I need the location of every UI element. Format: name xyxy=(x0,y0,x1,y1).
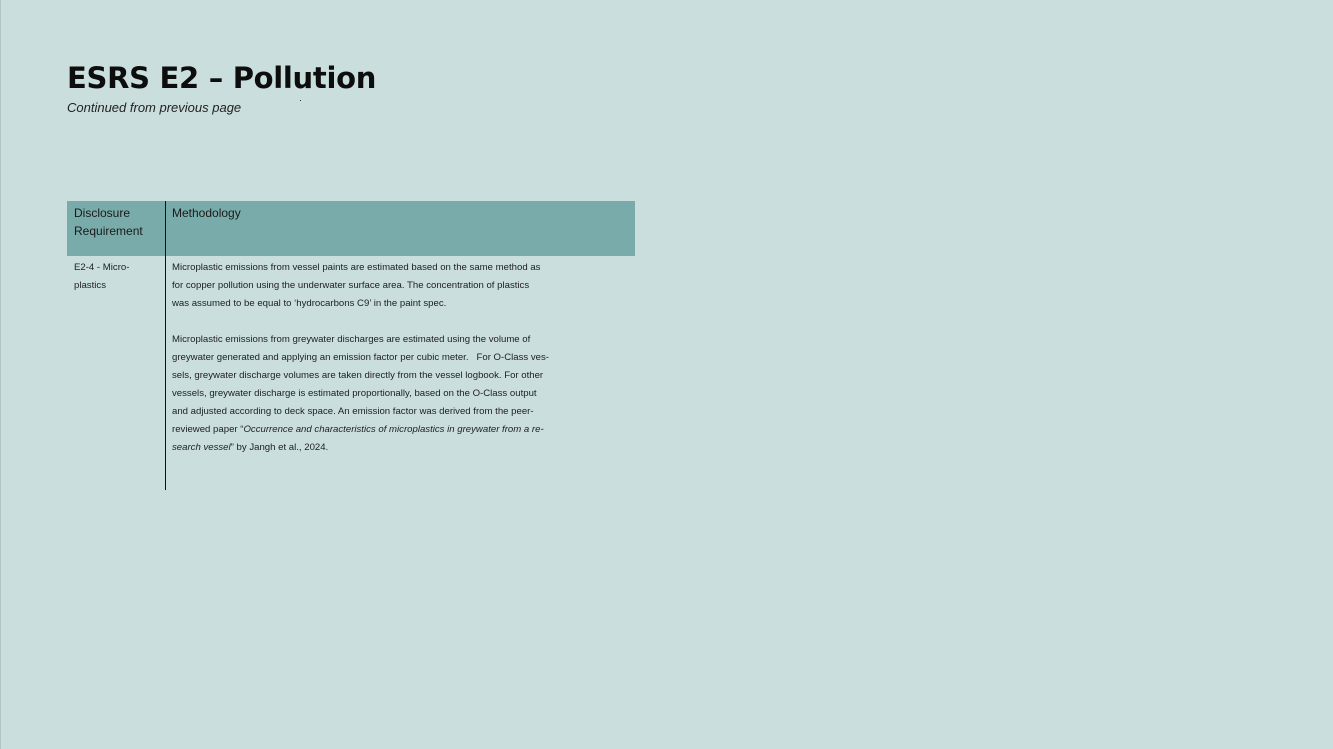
page-subtitle: Continued from previous page xyxy=(67,100,242,115)
text-line xyxy=(172,421,628,439)
header-col1-line2: Requirement xyxy=(74,224,143,238)
methodology-paragraph-2 xyxy=(172,331,628,457)
text-line: vessels, greywater discharge is estimated proportionally, based on the O-Class output xyxy=(172,388,537,399)
text-line: for copper pollution using the underwater surface area. The concentration of plastics xyxy=(172,280,530,291)
header-col1-line1: Disclosure xyxy=(74,206,131,220)
table-row xyxy=(67,256,635,490)
requirement-cell xyxy=(67,256,165,490)
methodology-cell xyxy=(165,256,635,490)
column-divider xyxy=(165,201,166,490)
methodology-paragraph-1 xyxy=(172,259,628,313)
header-methodology: Methodology xyxy=(172,206,241,220)
methodology-table xyxy=(67,201,635,490)
text-line: Microplastic emissions from greywater discharges are estimated using the volume of xyxy=(172,334,531,345)
text-line: was assumed to be equal to ‘hydrocarbons C9’ in the paint spec. xyxy=(172,298,447,309)
text-fragment: reviewed paper “ xyxy=(172,424,244,435)
paper-title-part1: Occurrence and characteristics of microplastics in greywater from a re- xyxy=(243,424,544,435)
stray-dot xyxy=(300,100,301,101)
page-title: ESRS E2 – Pollution xyxy=(67,61,377,95)
paper-title-part2: search vessel xyxy=(172,442,231,453)
page-edge xyxy=(0,0,1,749)
text-fragment: ” by Jangh et al., 2024. xyxy=(230,442,329,453)
text-line xyxy=(172,439,628,457)
text-line: greywater generated and applying an emission factor per cubic meter. For O-Class ves- xyxy=(172,352,549,363)
requirement-line2: plastics xyxy=(74,280,106,291)
text-line: Microplastic emissions from vessel paints are estimated based on the same method as xyxy=(172,262,541,273)
text-line: and adjusted according to deck space. An emission factor was derived from the peer- xyxy=(172,406,534,417)
text-line: sels, greywater discharge volumes are taken directly from the vessel logbook. For other xyxy=(172,370,544,381)
table-header-row xyxy=(67,201,635,256)
requirement-line1: E2-4 - Micro- xyxy=(74,262,130,273)
header-disclosure-requirement xyxy=(67,201,165,256)
